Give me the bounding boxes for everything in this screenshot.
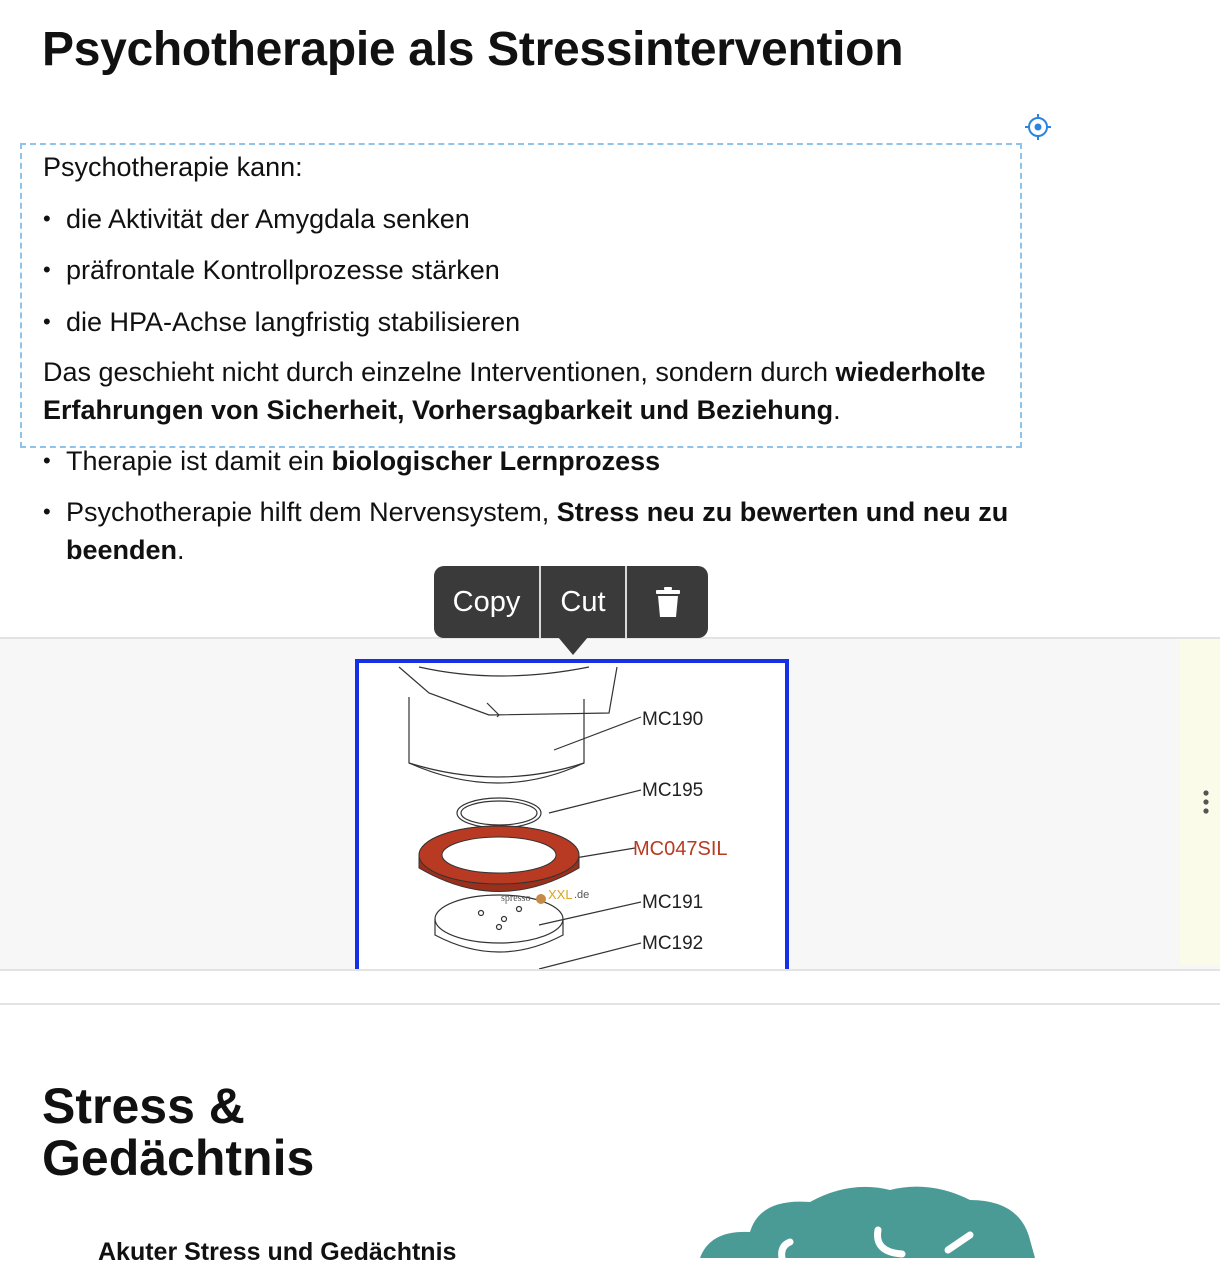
bullet-item[interactable]: [43, 442, 661, 480]
part-label-mc195: MC195: [642, 780, 704, 801]
paragraph-plain: Das geschieht nicht durch einzelne Interventionen, sondern durch: [43, 357, 836, 387]
bullet-dot: •: [43, 206, 51, 231]
section-title[interactable]: [42, 1080, 314, 1184]
selected-image[interactable]: [355, 659, 789, 969]
bullet-bold: Stress neu zu bewerten und neu zu: [556, 497, 1009, 527]
part-label-mc190: MC190: [642, 709, 704, 730]
part-label-mc192: MC192: [642, 933, 704, 954]
bullet-bold: biologischer Lernprozess: [331, 446, 661, 476]
part-label-mc047sil: MC047SIL: [633, 838, 728, 860]
trash-icon: [655, 586, 681, 618]
section-subtitle[interactable]: Akuter Stress und Gedächtnis: [98, 1238, 457, 1266]
delete-button[interactable]: [627, 566, 708, 638]
section-title-line1: Stress &: [42, 1078, 245, 1134]
parts-diagram-drawing: [359, 663, 785, 969]
slide-divider: [0, 1003, 1220, 1005]
bullet-text: Therapie ist damit ein: [66, 446, 332, 476]
cut-button[interactable]: Cut: [560, 585, 606, 618]
watermark-domain: .de: [574, 889, 590, 901]
watermark-espresso: spresso: [501, 893, 531, 904]
bullet-dot: •: [43, 257, 51, 282]
bullet-item[interactable]: [43, 493, 1026, 569]
copy-button[interactable]: Copy: [452, 585, 521, 618]
bullet-dot: •: [43, 499, 51, 524]
toolbar-pointer: [558, 637, 588, 655]
intro-text[interactable]: Psychotherapie kann:: [43, 152, 303, 182]
bullet-item[interactable]: [43, 303, 521, 341]
bullet-item[interactable]: [43, 251, 500, 289]
bullet-text: Psychotherapie hilft dem Nervensystem,: [66, 497, 557, 527]
bullet-dot: •: [43, 309, 51, 334]
bullet-text: die Aktivität der Amygdala senken: [66, 204, 470, 234]
context-toolbar: [434, 566, 708, 638]
bullet-text: die HPA-Achse langfristig stabilisieren: [66, 307, 521, 337]
part-label-mc191: MC191: [642, 892, 704, 913]
paragraph-bold: wiederholte Erfahrungen von Sicherheit, Vorhersagbarkeit und Beziehung: [43, 357, 986, 425]
paragraph-end: .: [833, 395, 841, 425]
summary-paragraph[interactable]: [43, 353, 1013, 429]
more-vertical-icon[interactable]: [1198, 788, 1214, 818]
crosshair-target-icon[interactable]: [1024, 113, 1052, 141]
bullet-end: .: [177, 535, 185, 565]
brain-illustration[interactable]: [690, 1180, 1090, 1258]
watermark-xxl: XXL: [548, 887, 573, 902]
bullet-text: präfrontale Kontrollprozesse stärken: [66, 255, 500, 285]
section-title-line2: Gedächtnis: [42, 1130, 315, 1186]
bullet-item[interactable]: [43, 200, 470, 238]
bullet-bold: beenden: [66, 535, 178, 565]
bullet-dot: •: [43, 448, 51, 473]
slide-title[interactable]: Psychotherapie als Stressintervention: [42, 23, 904, 76]
